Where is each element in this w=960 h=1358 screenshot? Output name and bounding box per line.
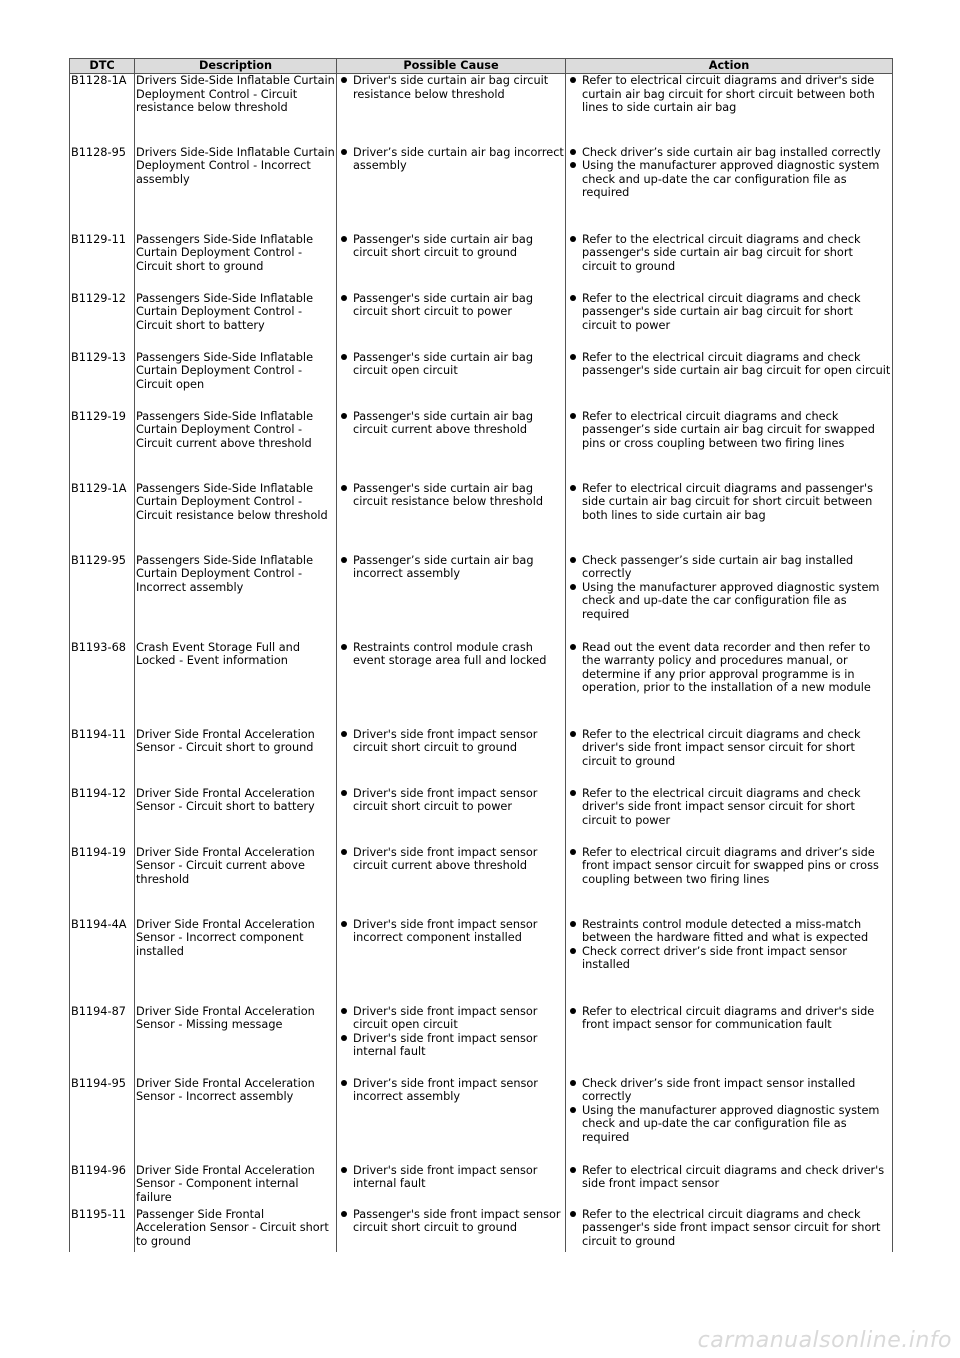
action-list bbox=[567, 641, 891, 695]
table-row bbox=[70, 728, 893, 787]
possible-cause-list bbox=[338, 410, 564, 437]
list-item: Driver's side front impact sensor internal fault bbox=[353, 1032, 564, 1059]
list-item: Refer to the electrical circuit diagrams and check passenger's side front impact sensor circuit for short circuit to ground bbox=[582, 1208, 891, 1249]
possible-cause-list bbox=[338, 482, 564, 509]
list-item: Using the manufacturer approved diagnostic system check and up-date the car configuration file as required bbox=[582, 159, 891, 200]
table-row bbox=[70, 1208, 893, 1252]
dtc-code: B1128-95 bbox=[70, 146, 135, 233]
dtc-description: Driver Side Frontal Acceleration Sensor - Incorrect component installed bbox=[135, 918, 337, 1005]
table-header bbox=[70, 59, 893, 74]
possible-cause-list bbox=[338, 554, 564, 581]
possible-cause bbox=[337, 554, 566, 641]
table-row bbox=[70, 918, 893, 1005]
action-list bbox=[567, 74, 891, 115]
list-item: Driver's side front impact sensor circuit current above threshold bbox=[353, 846, 564, 873]
list-item: Passenger's side curtain air bag circuit short circuit to ground bbox=[353, 233, 564, 260]
table-row bbox=[70, 233, 893, 292]
dtc-code: B1128-1A bbox=[70, 74, 135, 146]
table-row bbox=[70, 787, 893, 846]
action bbox=[566, 554, 893, 641]
dtc-code: B1129-19 bbox=[70, 410, 135, 482]
possible-cause bbox=[337, 292, 566, 351]
possible-cause-list bbox=[338, 1077, 564, 1104]
list-item: Check correct driver’s side front impact sensor installed bbox=[582, 945, 891, 972]
possible-cause bbox=[337, 728, 566, 787]
table-row bbox=[70, 1005, 893, 1077]
table-row bbox=[70, 146, 893, 233]
action-list bbox=[567, 146, 891, 200]
possible-cause-list bbox=[338, 918, 564, 945]
table-row bbox=[70, 292, 893, 351]
action bbox=[566, 728, 893, 787]
header-action: Action bbox=[566, 59, 893, 74]
possible-cause bbox=[337, 1077, 566, 1164]
list-item: Refer to electrical circuit diagrams and check passenger’s side curtain air bag circuit for swapped pins or cross coupling between two firing lines bbox=[582, 410, 891, 451]
table-row bbox=[70, 74, 893, 146]
action-list bbox=[567, 233, 891, 274]
list-item: Passenger's side front impact sensor circuit short circuit to ground bbox=[353, 1208, 564, 1235]
header-description: Description bbox=[135, 59, 337, 74]
list-item: Driver's side front impact sensor incorrect component installed bbox=[353, 918, 564, 945]
list-item: Restraints control module detected a miss-match between the hardware fitted and what is expected bbox=[582, 918, 891, 945]
possible-cause-list bbox=[338, 728, 564, 755]
action bbox=[566, 74, 893, 146]
table-row bbox=[70, 1077, 893, 1164]
possible-cause bbox=[337, 351, 566, 410]
action bbox=[566, 1077, 893, 1164]
list-item: Using the manufacturer approved diagnostic system check and up-date the car configuration file as required bbox=[582, 1104, 891, 1145]
action-list bbox=[567, 918, 891, 972]
possible-cause bbox=[337, 482, 566, 554]
action bbox=[566, 351, 893, 410]
list-item: Refer to the electrical circuit diagrams and check driver's side front impact sensor circuit for short circuit to power bbox=[582, 787, 891, 828]
action-list bbox=[567, 482, 891, 523]
dtc-description: Driver Side Frontal Acceleration Sensor - Circuit short to battery bbox=[135, 787, 337, 846]
possible-cause bbox=[337, 1005, 566, 1077]
list-item: Using the manufacturer approved diagnostic system check and up-date the car configuration file as required bbox=[582, 581, 891, 622]
dtc-code: B1129-1A bbox=[70, 482, 135, 554]
action bbox=[566, 1164, 893, 1208]
possible-cause-list bbox=[338, 1164, 564, 1191]
table-row bbox=[70, 410, 893, 482]
list-item: Refer to electrical circuit diagrams and driver's side curtain air bag circuit for short circuit between both lines to side curtain air bag bbox=[582, 74, 891, 115]
dtc-description: Passengers Side-Side Inflatable Curtain Deployment Control - Circuit short to battery bbox=[135, 292, 337, 351]
dtc-description: Passengers Side-Side Inflatable Curtain Deployment Control - Incorrect assembly bbox=[135, 554, 337, 641]
list-item: Refer to electrical circuit diagrams and passenger's side curtain air bag circuit for short circuit between both lines to side curtain air bag bbox=[582, 482, 891, 523]
table-row bbox=[70, 1164, 893, 1208]
list-item: Passenger's side curtain air bag circuit short circuit to power bbox=[353, 292, 564, 319]
list-item: Check driver’s side front impact sensor installed correctly bbox=[582, 1077, 891, 1104]
list-item: Driver's side front impact sensor circuit open circuit bbox=[353, 1005, 564, 1032]
dtc-description: Drivers Side-Side Inflatable Curtain Deployment Control - Incorrect assembly bbox=[135, 146, 337, 233]
dtc-code: B1194-11 bbox=[70, 728, 135, 787]
action bbox=[566, 1208, 893, 1252]
possible-cause-list bbox=[338, 846, 564, 873]
dtc-code: B1129-95 bbox=[70, 554, 135, 641]
possible-cause bbox=[337, 74, 566, 146]
possible-cause bbox=[337, 410, 566, 482]
possible-cause-list bbox=[338, 146, 564, 173]
possible-cause bbox=[337, 918, 566, 1005]
possible-cause-list bbox=[338, 1005, 564, 1059]
action bbox=[566, 641, 893, 728]
possible-cause-list bbox=[338, 1208, 564, 1235]
possible-cause-list bbox=[338, 292, 564, 319]
dtc-description: Passengers Side-Side Inflatable Curtain Deployment Control - Circuit resistance below threshold bbox=[135, 482, 337, 554]
dtc-code: B1193-68 bbox=[70, 641, 135, 728]
possible-cause bbox=[337, 1164, 566, 1208]
action-list bbox=[567, 1164, 891, 1191]
action-list bbox=[567, 1208, 891, 1249]
action bbox=[566, 1005, 893, 1077]
table-row bbox=[70, 482, 893, 554]
list-item: Driver's side front impact sensor internal fault bbox=[353, 1164, 564, 1191]
table-body bbox=[70, 74, 893, 1252]
possible-cause bbox=[337, 1208, 566, 1252]
dtc-description: Driver Side Frontal Acceleration Sensor - Component internal failure bbox=[135, 1164, 337, 1208]
action-list bbox=[567, 1005, 891, 1032]
action bbox=[566, 146, 893, 233]
list-item: Passenger’s side curtain air bag incorrect assembly bbox=[353, 554, 564, 581]
list-item: Refer to the electrical circuit diagrams and check passenger's side curtain air bag circuit for open circuit bbox=[582, 350, 891, 377]
dtc-description: Drivers Side-Side Inflatable Curtain Deployment Control - Circuit resistance below threshold bbox=[135, 74, 337, 146]
possible-cause-list bbox=[338, 787, 564, 814]
dtc-description: Passenger Side Frontal Acceleration Sensor - Circuit short to ground bbox=[135, 1208, 337, 1252]
list-item: Refer to the electrical circuit diagrams and check passenger's side curtain air bag circuit for short circuit to power bbox=[582, 292, 891, 333]
possible-cause bbox=[337, 787, 566, 846]
list-item: Driver's side front impact sensor circuit short circuit to ground bbox=[353, 728, 564, 755]
dtc-code: B1194-87 bbox=[70, 1005, 135, 1077]
possible-cause bbox=[337, 146, 566, 233]
dtc-description: Passengers Side-Side Inflatable Curtain Deployment Control - Circuit current above threshold bbox=[135, 410, 337, 482]
dtc-description: Passengers Side-Side Inflatable Curtain Deployment Control - Circuit open bbox=[135, 351, 337, 410]
dtc-code: B1194-95 bbox=[70, 1077, 135, 1164]
list-item: Refer to the electrical circuit diagrams and check driver's side front impact sensor circuit for short circuit to ground bbox=[582, 728, 891, 769]
list-item: Refer to electrical circuit diagrams and driver’s side front impact sensor circuit for swapped pins or cross coupling between two firing lines bbox=[582, 846, 891, 887]
possible-cause bbox=[337, 641, 566, 728]
possible-cause bbox=[337, 233, 566, 292]
dtc-code: B1195-11 bbox=[70, 1208, 135, 1252]
dtc-description: Driver Side Frontal Acceleration Sensor - Incorrect assembly bbox=[135, 1077, 337, 1164]
table-row bbox=[70, 351, 893, 410]
list-item: Passenger's side curtain air bag circuit current above threshold bbox=[353, 410, 564, 437]
watermark: carmanualsonline.info bbox=[697, 1328, 952, 1353]
dtc-code: B1194-96 bbox=[70, 1164, 135, 1208]
list-item: Driver’s side front impact sensor incorrect assembly bbox=[353, 1077, 564, 1104]
list-item: Driver’s side curtain air bag incorrect assembly bbox=[353, 145, 564, 172]
list-item: Check passenger’s side curtain air bag installed correctly bbox=[582, 554, 891, 581]
dtc-description: Driver Side Frontal Acceleration Sensor - Circuit short to ground bbox=[135, 728, 337, 787]
possible-cause-list bbox=[338, 641, 564, 668]
dtc-description: Driver Side Frontal Acceleration Sensor - Circuit current above threshold bbox=[135, 846, 337, 918]
action bbox=[566, 918, 893, 1005]
list-item: Passenger's side curtain air bag circuit open circuit bbox=[353, 351, 564, 378]
dtc-code: B1129-13 bbox=[70, 351, 135, 410]
dtc-table bbox=[69, 58, 893, 1252]
list-item: Passenger's side curtain air bag circuit resistance below threshold bbox=[353, 482, 564, 509]
possible-cause-list bbox=[338, 351, 564, 378]
action bbox=[566, 410, 893, 482]
action bbox=[566, 233, 893, 292]
action-list bbox=[567, 787, 891, 828]
action-list bbox=[567, 846, 891, 887]
table-row bbox=[70, 846, 893, 918]
action-list bbox=[567, 554, 891, 622]
dtc-code: B1194-19 bbox=[70, 846, 135, 918]
table-row bbox=[70, 641, 893, 728]
list-item: Refer to electrical circuit diagrams and check driver's side front impact sensor bbox=[582, 1164, 891, 1191]
list-item: Refer to the electrical circuit diagrams and check passenger's side curtain air bag circuit for short circuit to ground bbox=[582, 233, 891, 274]
dtc-code: B1129-11 bbox=[70, 233, 135, 292]
action bbox=[566, 846, 893, 918]
list-item: Restraints control module crash event storage area full and locked bbox=[353, 641, 564, 668]
list-item: Driver's side curtain air bag circuit resistance below threshold bbox=[353, 74, 564, 101]
list-item: Refer to electrical circuit diagrams and driver's side front impact sensor for communication fault bbox=[582, 1005, 891, 1032]
action bbox=[566, 292, 893, 351]
dtc-code: B1194-4A bbox=[70, 918, 135, 1005]
action-list bbox=[567, 351, 891, 378]
header-possible-cause: Possible Cause bbox=[337, 59, 566, 74]
action-list bbox=[567, 292, 891, 333]
possible-cause-list bbox=[338, 74, 564, 101]
table-row bbox=[70, 554, 893, 641]
dtc-code: B1129-12 bbox=[70, 292, 135, 351]
dtc-description: Crash Event Storage Full and Locked - Event information bbox=[135, 641, 337, 728]
header-row bbox=[70, 59, 893, 74]
action-list bbox=[567, 1077, 891, 1145]
header-dtc: DTC bbox=[70, 59, 135, 74]
list-item: Read out the event data recorder and then refer to the warranty policy and procedures manual, or determine if any prior approval programme is in operation, prior to the installation of a new module bbox=[582, 641, 891, 695]
action bbox=[566, 787, 893, 846]
action-list bbox=[567, 410, 891, 451]
possible-cause bbox=[337, 846, 566, 918]
list-item: Driver's side front impact sensor circuit short circuit to power bbox=[353, 787, 564, 814]
dtc-description: Driver Side Frontal Acceleration Sensor - Missing message bbox=[135, 1005, 337, 1077]
dtc-code: B1194-12 bbox=[70, 787, 135, 846]
action bbox=[566, 482, 893, 554]
list-item: Check driver’s side curtain air bag installed correctly bbox=[582, 146, 891, 160]
dtc-description: Passengers Side-Side Inflatable Curtain Deployment Control - Circuit short to ground bbox=[135, 233, 337, 292]
possible-cause-list bbox=[338, 233, 564, 260]
action-list bbox=[567, 728, 891, 769]
